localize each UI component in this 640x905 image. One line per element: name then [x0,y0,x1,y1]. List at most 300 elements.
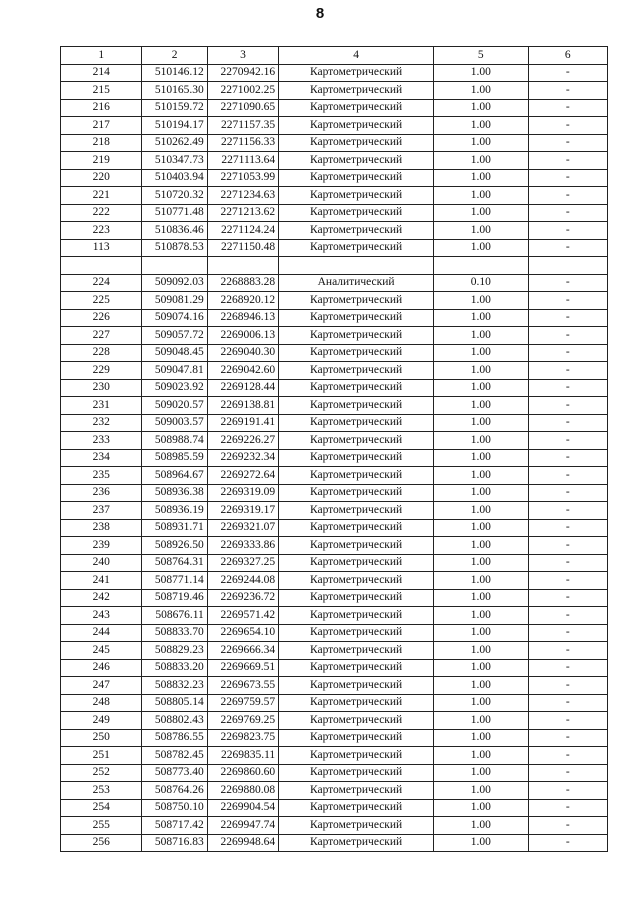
table-row [61,589,608,607]
cell-y: 2269333.86 [207,537,278,555]
cell-y: 2269138.81 [207,397,278,415]
cell-method: Картометрический [279,362,434,380]
cell-y: 2271150.48 [207,239,278,257]
cell-x: 508764.31 [142,554,207,572]
cell-point-number: 223 [61,222,142,240]
cell-x: 508676.11 [142,607,207,625]
cell-y: 2271213.62 [207,204,278,222]
cell-description: - [528,554,607,572]
cell-x: 509081.29 [142,292,207,310]
cell-x: 508782.45 [142,747,207,765]
cell-description: - [528,64,607,82]
cell-x: 509020.57 [142,397,207,415]
cell-description: - [528,379,607,397]
cell-description: - [528,344,607,362]
cell-x: 510403.94 [142,169,207,187]
table-row [61,677,608,695]
cell-point-number: 253 [61,782,142,800]
cell-description: - [528,309,607,327]
cell-accuracy: 1.00 [434,642,529,660]
cell-description: - [528,449,607,467]
cell-accuracy: 1.00 [434,169,529,187]
cell-description [528,257,607,275]
cell-method: Картометрический [279,502,434,520]
cell-point-number: 247 [61,677,142,695]
cell-description: - [528,362,607,380]
table-row [61,817,608,835]
cell-point-number: 214 [61,64,142,82]
cell-method [279,257,434,275]
column-header-accuracy: 5 [434,47,529,65]
cell-method: Картометрический [279,309,434,327]
cell-method: Картометрический [279,729,434,747]
cell-point-number: 221 [61,187,142,205]
cell-y: 2271053.99 [207,169,278,187]
page-number: 8 [315,5,325,22]
cell-method: Картометрический [279,747,434,765]
cell-description: - [528,694,607,712]
cell-description: - [528,327,607,345]
cell-y: 2269006.13 [207,327,278,345]
cell-method: Картометрический [279,677,434,695]
cell-description: - [528,484,607,502]
cell-x: 508764.26 [142,782,207,800]
cell-description: - [528,239,607,257]
cell-y: 2269040.30 [207,344,278,362]
cell-y: 2269319.17 [207,502,278,520]
table-row [61,362,608,380]
cell-point-number: 215 [61,82,142,100]
cell-method: Картометрический [279,764,434,782]
cell-accuracy: 1.00 [434,134,529,152]
cell-x: 509023.92 [142,379,207,397]
cell-accuracy: 1.00 [434,747,529,765]
cell-x: 508988.74 [142,432,207,450]
cell-method: Картометрический [279,414,434,432]
table-row [61,169,608,187]
cell-y: 2269319.09 [207,484,278,502]
cell-point-number: 219 [61,152,142,170]
cell-accuracy: 1.00 [434,344,529,362]
cell-accuracy: 1.00 [434,239,529,257]
cell-method: Картометрический [279,694,434,712]
cell-description: - [528,589,607,607]
cell-x: 510771.48 [142,204,207,222]
cell-method: Картометрический [279,817,434,835]
cell-point-number: 243 [61,607,142,625]
cell-point-number: 256 [61,834,142,852]
cell-description: - [528,712,607,730]
cell-method: Картометрический [279,642,434,660]
cell-point-number: 252 [61,764,142,782]
cell-description: - [528,274,607,292]
cell-method: Картометрический [279,379,434,397]
table-row [61,379,608,397]
cell-accuracy: 1.00 [434,484,529,502]
cell-description: - [528,152,607,170]
cell-accuracy: 1.00 [434,729,529,747]
cell-description: - [528,764,607,782]
cell-method: Картометрический [279,99,434,117]
cell-x: 508773.40 [142,764,207,782]
cell-point-number: 248 [61,694,142,712]
table-row [61,274,608,292]
cell-point-number: 113 [61,239,142,257]
cell-y: 2269654.10 [207,624,278,642]
cell-accuracy: 1.00 [434,362,529,380]
cell-accuracy: 1.00 [434,572,529,590]
cell-accuracy: 1.00 [434,694,529,712]
cell-method: Картометрический [279,117,434,135]
cell-accuracy: 1.00 [434,782,529,800]
cell-description: - [528,134,607,152]
cell-accuracy: 1.00 [434,432,529,450]
cell-y: 2269666.34 [207,642,278,660]
cell-x [142,257,207,275]
table-row [61,607,608,625]
cell-y: 2269669.51 [207,659,278,677]
table-row [61,239,608,257]
cell-method: Картометрический [279,222,434,240]
cell-description: - [528,292,607,310]
cell-description: - [528,747,607,765]
cell-description: - [528,782,607,800]
cell-y: 2269835.11 [207,747,278,765]
cell-point-number: 239 [61,537,142,555]
cell-method: Картометрический [279,344,434,362]
cell-description: - [528,817,607,835]
cell-x: 510720.32 [142,187,207,205]
table-row [61,432,608,450]
cell-point-number: 251 [61,747,142,765]
cell-description: - [528,572,607,590]
cell-point-number: 234 [61,449,142,467]
cell-x: 509003.57 [142,414,207,432]
cell-y: 2269321.07 [207,519,278,537]
cell-y: 2269880.08 [207,782,278,800]
cell-accuracy: 1.00 [434,537,529,555]
cell-accuracy: 1.00 [434,624,529,642]
cell-description: - [528,659,607,677]
table-row [61,344,608,362]
cell-method: Картометрический [279,589,434,607]
cell-y: 2269327.25 [207,554,278,572]
cell-accuracy: 1.00 [434,397,529,415]
cell-y: 2271124.24 [207,222,278,240]
cell-point-number: 246 [61,659,142,677]
cell-accuracy: 1.00 [434,222,529,240]
cell-method: Картометрический [279,554,434,572]
cell-description: - [528,99,607,117]
cell-y: 2269823.75 [207,729,278,747]
table-row [61,502,608,520]
cell-method: Картометрический [279,572,434,590]
cell-y: 2269042.60 [207,362,278,380]
cell-description: - [528,414,607,432]
cell-description: - [528,397,607,415]
cell-y: 2269244.08 [207,572,278,590]
cell-description: - [528,117,607,135]
cell-x: 510159.72 [142,99,207,117]
cell-y: 2269860.60 [207,764,278,782]
cell-method: Аналитический [279,274,434,292]
cell-method: Картометрический [279,484,434,502]
cell-accuracy [434,257,529,275]
cell-x: 508750.10 [142,799,207,817]
cell-method: Картометрический [279,169,434,187]
cell-accuracy: 1.00 [434,817,529,835]
table-row [61,99,608,117]
cell-method: Картометрический [279,519,434,537]
cell-y: 2269948.64 [207,834,278,852]
cell-description: - [528,222,607,240]
cell-point-number: 237 [61,502,142,520]
cell-method: Картометрический [279,204,434,222]
cell-y: 2269904.54 [207,799,278,817]
cell-method: Картометрический [279,152,434,170]
cell-method: Картометрический [279,467,434,485]
cell-x: 510165.30 [142,82,207,100]
cell-x: 508964.67 [142,467,207,485]
cell-y: 2269571.42 [207,607,278,625]
table-row [61,799,608,817]
cell-point-number: 228 [61,344,142,362]
cell-method: Картометрический [279,239,434,257]
cell-point-number: 240 [61,554,142,572]
cell-method: Картометрический [279,712,434,730]
table-row [61,467,608,485]
cell-y: 2271234.63 [207,187,278,205]
cell-accuracy: 1.00 [434,467,529,485]
table-row [61,712,608,730]
cell-y: 2268883.28 [207,274,278,292]
cell-description: - [528,169,607,187]
column-header-y: 3 [207,47,278,65]
cell-method: Картометрический [279,292,434,310]
cell-method: Картометрический [279,799,434,817]
cell-point-number: 245 [61,642,142,660]
cell-accuracy: 1.00 [434,309,529,327]
cell-point-number: 222 [61,204,142,222]
cell-accuracy: 1.00 [434,117,529,135]
cell-y: 2271156.33 [207,134,278,152]
cell-description: - [528,834,607,852]
cell-x: 508771.14 [142,572,207,590]
cell-x: 509048.45 [142,344,207,362]
cell-point-number: 255 [61,817,142,835]
table-row [61,554,608,572]
cell-method: Картометрический [279,134,434,152]
cell-description: - [528,204,607,222]
cell-x: 509057.72 [142,327,207,345]
cell-point-number: 249 [61,712,142,730]
table-row [61,309,608,327]
cell-accuracy: 1.00 [434,554,529,572]
table-row [61,117,608,135]
table-row [61,519,608,537]
cell-x: 510194.17 [142,117,207,135]
cell-point-number: 225 [61,292,142,310]
cell-point-number: 250 [61,729,142,747]
table-row [61,414,608,432]
cell-x: 509047.81 [142,362,207,380]
cell-x: 508717.42 [142,817,207,835]
cell-point-number: 236 [61,484,142,502]
cell-description: - [528,607,607,625]
cell-x: 510262.49 [142,134,207,152]
table-body [61,64,608,852]
table-header-row [61,47,608,65]
cell-point-number: 254 [61,799,142,817]
column-header-method: 4 [279,47,434,65]
cell-x: 508936.19 [142,502,207,520]
cell-y: 2271157.35 [207,117,278,135]
table-row [61,834,608,852]
cell-point-number: 226 [61,309,142,327]
cell-x: 508931.71 [142,519,207,537]
table-row [61,484,608,502]
cell-point-number: 235 [61,467,142,485]
table-row [61,204,608,222]
cell-point-number: 244 [61,624,142,642]
table-row [61,747,608,765]
cell-accuracy: 1.00 [434,82,529,100]
cell-accuracy: 1.00 [434,799,529,817]
cell-x: 510836.46 [142,222,207,240]
cell-x: 508786.55 [142,729,207,747]
cell-description: - [528,502,607,520]
cell-x: 508926.50 [142,537,207,555]
cell-y: 2269232.34 [207,449,278,467]
cell-accuracy: 1.00 [434,677,529,695]
cell-method: Картометрический [279,432,434,450]
cell-x: 509074.16 [142,309,207,327]
cell-y: 2268946.13 [207,309,278,327]
cell-description: - [528,467,607,485]
cell-method: Картометрический [279,187,434,205]
cell-description: - [528,677,607,695]
table-row [61,257,608,275]
cell-description: - [528,624,607,642]
table-row [61,134,608,152]
cell-method: Картометрический [279,659,434,677]
cell-accuracy: 0.10 [434,274,529,292]
table-row [61,292,608,310]
cell-point-number: 217 [61,117,142,135]
cell-accuracy: 1.00 [434,764,529,782]
cell-point-number: 231 [61,397,142,415]
table-row [61,327,608,345]
cell-method: Картометрический [279,397,434,415]
cell-accuracy: 1.00 [434,519,529,537]
cell-method: Картометрический [279,624,434,642]
cell-accuracy: 1.00 [434,204,529,222]
table-row [61,729,608,747]
cell-y: 2270942.16 [207,64,278,82]
cell-y: 2269673.55 [207,677,278,695]
cell-point-number: 224 [61,274,142,292]
cell-accuracy: 1.00 [434,64,529,82]
cell-point-number: 218 [61,134,142,152]
cell-x: 509092.03 [142,274,207,292]
cell-description: - [528,82,607,100]
cell-x: 508719.46 [142,589,207,607]
table-row [61,764,608,782]
cell-accuracy: 1.00 [434,327,529,345]
cell-accuracy: 1.00 [434,589,529,607]
cell-x: 508716.83 [142,834,207,852]
cell-method: Картометрический [279,449,434,467]
column-header-point-number: 1 [61,47,142,65]
cell-point-number: 220 [61,169,142,187]
cell-point-number: 241 [61,572,142,590]
column-header-x: 2 [142,47,207,65]
cell-y: 2269272.64 [207,467,278,485]
cell-method: Картометрический [279,537,434,555]
cell-accuracy: 1.00 [434,502,529,520]
cell-description: - [528,537,607,555]
cell-accuracy: 1.00 [434,414,529,432]
table-row [61,449,608,467]
cell-accuracy: 1.00 [434,292,529,310]
cell-method: Картометрический [279,782,434,800]
table-row [61,222,608,240]
cell-description: - [528,432,607,450]
cell-point-number: 232 [61,414,142,432]
cell-accuracy: 1.00 [434,187,529,205]
cell-y: 2269947.74 [207,817,278,835]
table-row [61,694,608,712]
cell-y: 2269759.57 [207,694,278,712]
table-row [61,624,608,642]
cell-accuracy: 1.00 [434,834,529,852]
coordinates-table [60,46,608,852]
table-row [61,782,608,800]
cell-point-number: 227 [61,327,142,345]
table-row [61,152,608,170]
cell-x: 508833.20 [142,659,207,677]
cell-accuracy: 1.00 [434,152,529,170]
cell-x: 510878.53 [142,239,207,257]
cell-point-number: 242 [61,589,142,607]
cell-x: 508805.14 [142,694,207,712]
cell-x: 508833.70 [142,624,207,642]
cell-y: 2269191.41 [207,414,278,432]
cell-y: 2271090.65 [207,99,278,117]
table-row [61,187,608,205]
cell-y: 2269769.25 [207,712,278,730]
cell-method: Картометрический [279,327,434,345]
cell-method: Картометрический [279,607,434,625]
cell-description: - [528,187,607,205]
cell-x: 510347.73 [142,152,207,170]
cell-method: Картометрический [279,82,434,100]
cell-accuracy: 1.00 [434,712,529,730]
cell-description: - [528,799,607,817]
cell-point-number [61,257,142,275]
table-row [61,659,608,677]
table-row [61,572,608,590]
cell-point-number: 238 [61,519,142,537]
cell-method: Картометрический [279,64,434,82]
cell-description: - [528,519,607,537]
cell-x: 508985.59 [142,449,207,467]
cell-y: 2269128.44 [207,379,278,397]
cell-y [207,257,278,275]
cell-description: - [528,642,607,660]
cell-accuracy: 1.00 [434,607,529,625]
cell-accuracy: 1.00 [434,99,529,117]
